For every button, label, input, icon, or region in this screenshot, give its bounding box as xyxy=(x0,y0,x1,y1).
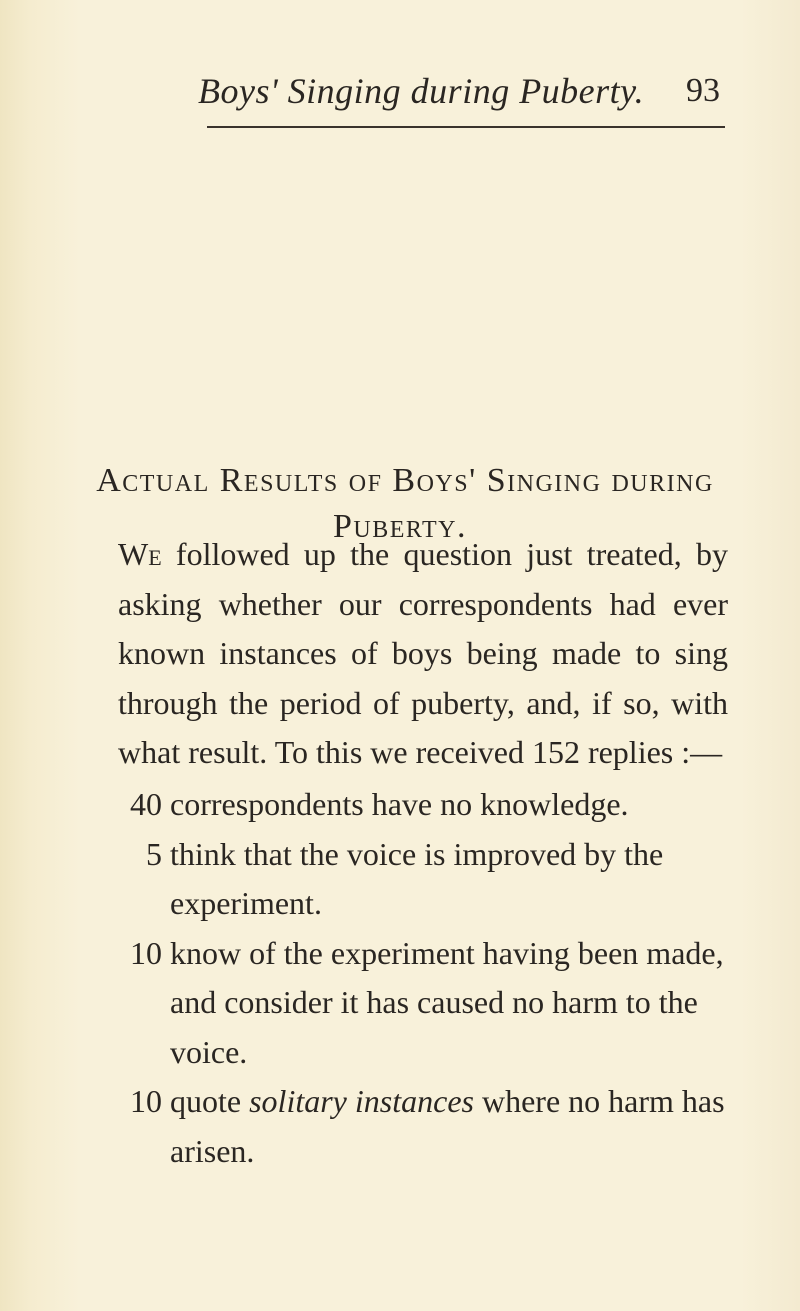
list-item-number: 5 xyxy=(146,835,162,872)
list-item-text-post: where no harm has arisen. xyxy=(170,1083,725,1169)
results-list xyxy=(118,780,728,1176)
section-heading-line-1: Actual Results of Boys' Singing during xyxy=(96,462,714,499)
header-rule xyxy=(207,126,725,128)
section-heading-line-2: Puberty. xyxy=(333,508,467,545)
list-item-number: 10 xyxy=(130,1083,162,1119)
list-item-text: know of the experiment having been made, and consider it has caused no harm to the voice. xyxy=(170,934,724,1070)
list-item-number: 40 xyxy=(130,786,162,822)
list-item-emphasis: solitary instances xyxy=(249,1083,474,1119)
running-head xyxy=(190,70,730,116)
list-item-text: correspondents have no knowledge. xyxy=(170,786,629,822)
body-paragraph xyxy=(118,530,728,778)
paragraph-lead-word: We xyxy=(118,536,162,572)
page-number: 93 xyxy=(686,72,720,109)
list-item-number: 10 xyxy=(130,934,162,971)
list-item-text: think that the voice is improved by the experiment. xyxy=(170,835,664,921)
list-item-text-pre: quote xyxy=(170,1083,250,1119)
list-item xyxy=(118,1077,728,1176)
list-item xyxy=(118,830,728,929)
running-title: Boys' Singing during Puberty. xyxy=(198,71,645,111)
paragraph-text: followed up the question just treated, by asking whether our correspondents had ever known instances of boys being made to sing through the period of puberty, and, if so, with what result. To this we received 152 replies :— xyxy=(118,536,728,770)
list-item xyxy=(118,780,728,830)
list-item xyxy=(118,929,728,1078)
